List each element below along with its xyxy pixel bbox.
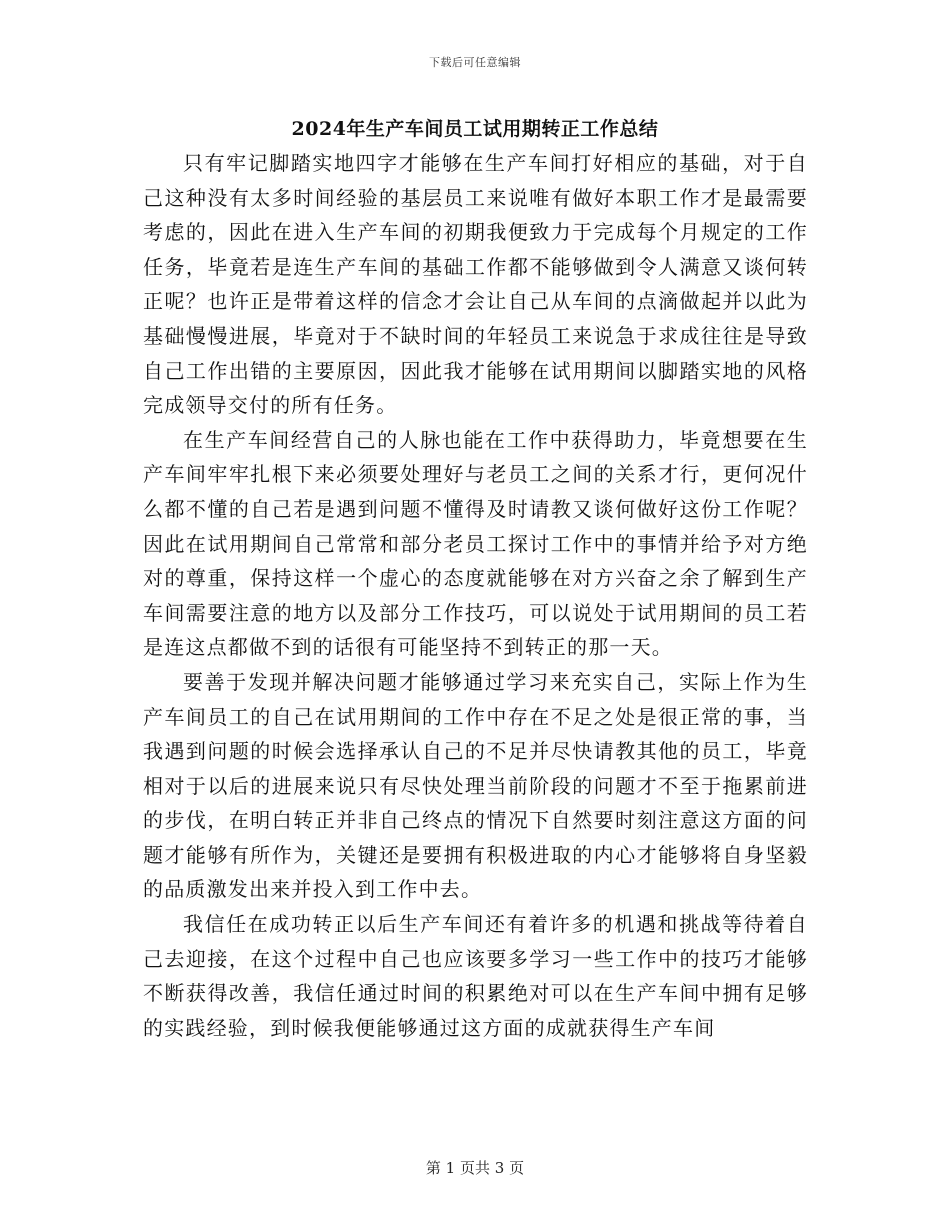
paragraph-3: 要善于发现并解决问题才能够通过学习来充实自己，实际上作为生产车间员工的自己在试用期间的工作中存在不足之处是很正常的事，当我遇到问题的时候会选择承认自己的不足并尽快请教其他的员工，毕竟相对于以后的进展来说只有尽快处理当前阶段的问题才不至于拖累前进的步伐，在明白转正并非自己终点的情况下自然要时刻注意这方面的问题才能够有所作为，关键还是要拥有积极进取的内心才能够将自身坚毅的品质激发出来并投入到工作中去。 xyxy=(143,669,808,902)
header-note: 下载后可任意编辑 xyxy=(429,56,521,69)
paragraph-1: 只有牢记脚踏实地四字才能够在生产车间打好相应的基础，对于自己这种没有太多时间经验的基层员工来说唯有做好本职工作才是最需要考虑的，因此在进入生产车间的初期我便致力于完成每个月规定的工作任务，毕竟若是连生产车间的基础工作都不能够做到令人满意又谈何转正呢？也许正是带着这样的信念才会让自己从车间的点滴做起并以此为基础慢慢进展，毕竟对于不缺时间的年轻员工来说急于求成往往是导致自己工作出错的主要原因，因此我才能够在试用期间以脚踏实地的风格完成领导交付的所有任务。 xyxy=(143,151,808,418)
page-number: 第 1 页共 3 页 xyxy=(425,1159,525,1177)
paragraph-2: 在生产车间经营自己的人脉也能在工作中获得助力，毕竟想要在生产车间牢牢扎根下来必须要处理好与老员工之间的关系才行，更何况什么都不懂的自己若是遇到问题不懂得及时请教又谈何做好这份工作呢？因此在试用期间自己常常和部分老员工探讨工作中的事情并给予对方绝对的尊重，保持这样一个虚心的态度就能够在对方兴奋之余了解到生产车间需要注意的地方以及部分工作技巧，可以说处于试用期间的员工若是连这点都做不到的话很有可能坚持不到转正的那一天。 xyxy=(143,427,808,660)
document-body xyxy=(143,146,808,1045)
document-title: 2024年生产车间员工试用期转正工作总结 xyxy=(291,118,659,140)
paragraph-4: 我信任在成功转正以后生产车间还有着许多的机遇和挑战等待着自己去迎接，在这个过程中自己也应该要多学习一些工作中的技巧才能够不断获得改善，我信任通过时间的积累绝对可以在生产车间中拥有足够的实践经验，到时候我便能够通过这方面的成就获得生产车间 xyxy=(143,912,808,1040)
